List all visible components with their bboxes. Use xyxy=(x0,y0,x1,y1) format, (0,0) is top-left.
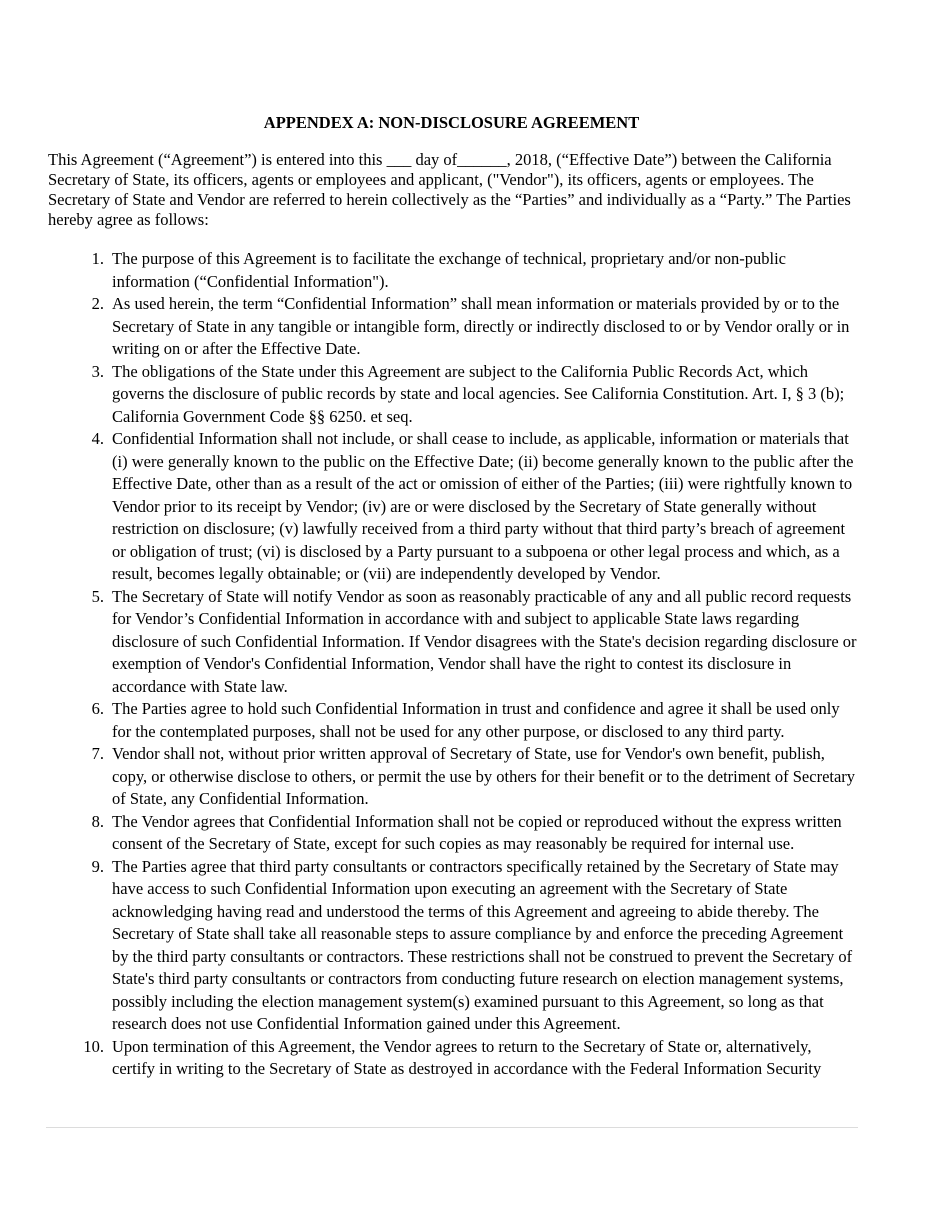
clause-text: The Vendor agrees that Confidential Information shall not be copied or reproduced without the express written consent of the Secretary of State, except for such copies as may reasonably be required for internal use. xyxy=(112,811,842,853)
clause-item xyxy=(48,586,858,699)
clause-text: The Parties agree to hold such Confidential Information in trust and confidence and agree it shall be used only for the contemplated purposes, shall not be used for any other purpose, or disclosed to any third party. xyxy=(112,699,840,741)
clause-text: The obligations of the State under this Agreement are subject to the California Public Records Act, which governs the disclosure of public records by state and local agencies. See California Constitution. Art. I, § 3 (b); California Government Code §§ 6250. et seq. xyxy=(112,361,845,426)
clause-item xyxy=(48,743,858,811)
clause-text: Upon termination of this Agreement, the Vendor agrees to return to the Secretary of State or, alternatively, certify in writing to the Secretary of State as destroyed in accordance with the Federal Information Security xyxy=(112,1036,822,1078)
clause-item xyxy=(48,1036,858,1081)
clause-item xyxy=(48,248,858,293)
page-divider xyxy=(46,1127,858,1128)
clause-number: 6. xyxy=(91,699,104,718)
clause-text: The purpose of this Agreement is to facilitate the exchange of technical, proprietary and/or non-public information (“Confidential Information"). xyxy=(112,249,786,291)
document-title: APPENDEX A: NON-DISCLOSURE AGREEMENT xyxy=(263,113,640,132)
clause-text: The Parties agree that third party consultants or contractors specifically retained by the Secretary of State may have access to such Confidential Information upon executing an agreement with the Secretary of State acknowledging having read and understood the terms of this Agreement and agreeing to abide thereby. The Secretary of State shall take all reasonable steps to assure compliance by and enforce the preceding Agreement by the third party consultants or contractors. These restrictions shall not be construed to prevent the Secretary of State's third party consultants or contractors from conducting future research on election management systems, possibly including the election management system(s) examined pursuant to this Agreement, so long as that research does not use Confidential Information gained under this Agreement. xyxy=(112,856,853,1033)
clause-text: Confidential Information shall not include, or shall cease to include, as applicable, information or materials that (i) were generally known to the public on the Effective Date; (ii) become generally known to the public after the Effective Date, other than as a result of the act or omission of either of the Parties; (iii) were rightfully known to Vendor prior to its receipt by Vendor; (iv) are or were disclosed by the Secretary of State generally without restriction on disclosure; (v) lawfully received from a third party without that third party’s breach of agreement or obligation of trust; (vi) is disclosed by a Party pursuant to a subpoena or other legal process and which, as a result, becomes legally obtainable; or (vii) are independently developed by Vendor. xyxy=(112,429,854,583)
clause-item xyxy=(48,428,858,586)
clause-number: 8. xyxy=(91,811,104,831)
clause-number: 4. xyxy=(91,429,104,448)
clause-item xyxy=(48,361,858,429)
clause-number: 10. xyxy=(83,1036,104,1056)
clause-text: The Secretary of State will notify Vendor as soon as reasonably practicable of any and all public record requests for Vendor’s Confidential Information in accordance with and subject to applicable State laws regarding disclosure of such Confidential Information. If Vendor disagrees with the State's decision regarding disclosure or exemption of Vendor's Confidential Information, Vendor shall have the right to contest its disclosure in accordance with State law. xyxy=(112,586,857,696)
clause-item xyxy=(48,698,858,743)
clause-item xyxy=(48,293,858,361)
clause-number: 2. xyxy=(91,294,104,313)
clause-number: 5. xyxy=(91,586,104,606)
clause-number: 7. xyxy=(91,744,104,763)
clause-item xyxy=(48,856,858,1036)
clause-number: 1. xyxy=(91,249,104,268)
clause-number: 3. xyxy=(91,361,104,381)
clause-item xyxy=(48,811,858,856)
clause-number: 9. xyxy=(91,856,104,876)
intro-paragraph: This Agreement (“Agreement”) is entered into this ___ day of______, 2018, (“Effective Date”) between the California Secretary of State, its officers, agents or employees and applicant, ("Vendor"), its officers, agents or employees. The Secretary of State and Vendor are referred to herein collectively as the “Parties” and individually as a “Party.” The Parties hereby agree as follows: xyxy=(48,150,851,229)
clause-text: Vendor shall not, without prior written approval of Secretary of State, use for Vendor's own benefit, publish, copy, or otherwise disclose to others, or permit the use by others for their benefit or to the detriment of Secretary of State, any Confidential Information. xyxy=(112,744,856,808)
clause-list xyxy=(48,248,858,1081)
clause-text: As used herein, the term “Confidential Information” shall mean information or materials provided by or to the Secretary of State in any tangible or intangible form, directly or indirectly disclosed to or by Vendor orally or in writing on or after the Effective Date. xyxy=(112,294,850,358)
